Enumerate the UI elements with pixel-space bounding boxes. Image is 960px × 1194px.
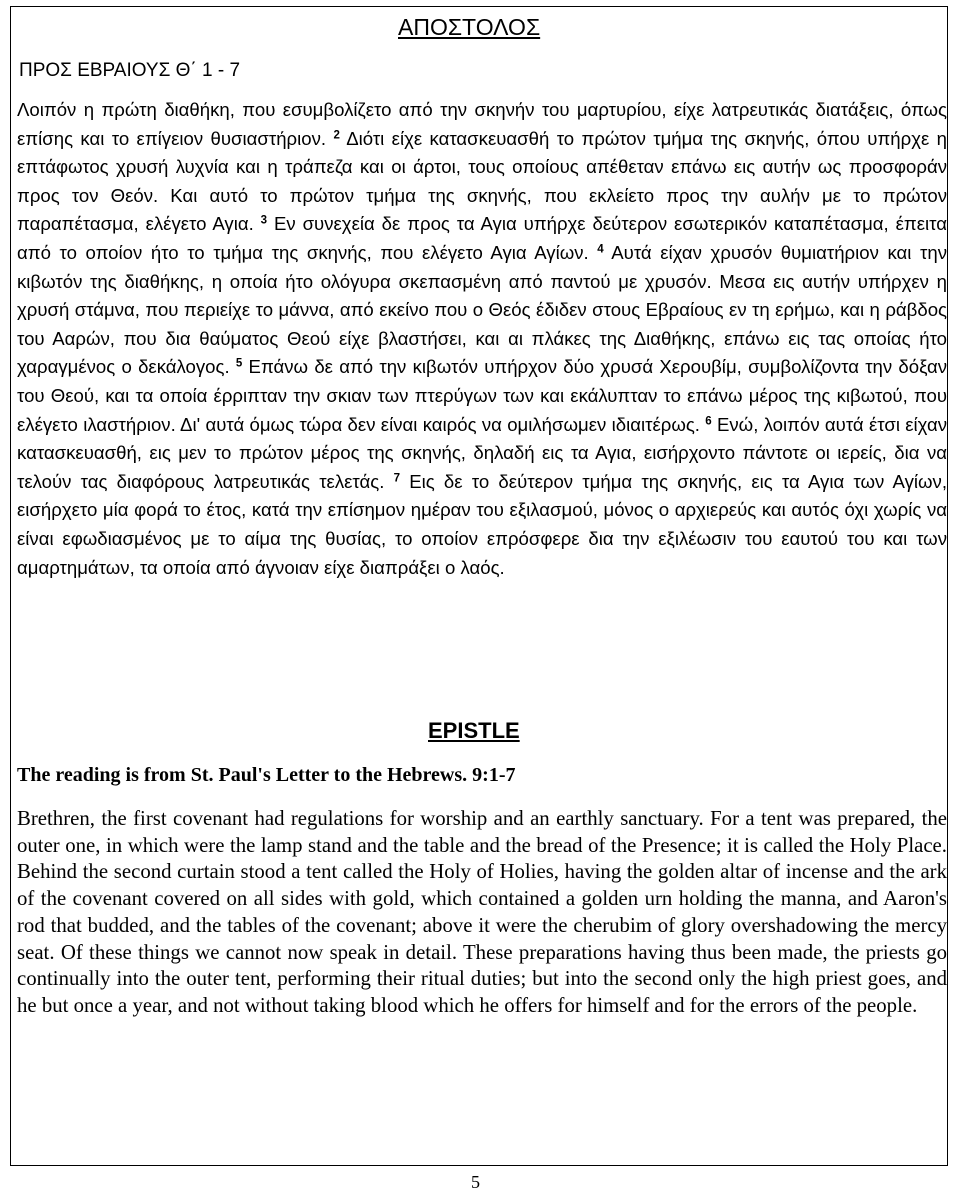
verse-number-3: 3 — [260, 215, 268, 228]
greek-reading-text — [17, 96, 947, 582]
verse-number-4: 4 — [597, 243, 604, 256]
verse-number-2: 2 — [333, 129, 340, 142]
english-reading-text: Brethren, the first covenant had regulations for worship and an earthly sanctuary. For a tent was prepared, the outer one, in which were the lamp stand and the table and the bread of the Presence; it is called the Holy Place. Behind the second curtain stood a tent called the Holy of Holies, having the golden altar of incense and the ark of the covenant covered on all sides with gold, which contained a golden urn holding the manna, and Aaron's rod that budded, and the tables of the covenant; above it were the cherubim of glory overshadowing the mercy seat. Of these things we cannot now speak in detail. These preparations having thus been made, the priests go continually into the outer tent, performing their ritual duties; but into the second only the high priest goes, and he but once a year, and not without taking blood which he offers for himself and for the errors of the people. — [17, 807, 947, 1017]
greek-verse-2: Διότι είχε κατασκευασθή το πρώτον τμήμα της σκηνής, όπου υπήρχε η επτάφωτος χρυσή λυχνία και η τράπεζα και οι άρτοι, τους οποίους απέθεταν επάνω εις αυτήν ως προσφοράν προς τον Θεόν. Και αυτό το πρώτον τμήμα της σκηνής, που εκλείετο προς την αυλήν με το πρώτον παραπέτασμα, ελέγετο Αγια. — [17, 127, 947, 235]
verse-number-5: 5 — [235, 358, 243, 371]
greek-verse-1: Λοιπόν η πρώτη διαθήκη, που εσυμβολίζετο από την σκηνήν του μαρτυρίου, είχε λατρευτικάς διατάξεις, όπως επίσης και το επίγειον θυσιαστήριον. — [17, 99, 947, 149]
greek-verse-6: Ενώ, λοιπόν αυτά έτσι είχαν κατασκευασθή, εις μεν το πρώτον μέρος της σκηνής, δηλαδή εις τα Αγια, εισήρχοντο πάντοτε οι ιερείς, δια να τελούν τας διαφόρους λατρευτικάς τελετάς. — [17, 413, 947, 492]
english-section-title: EPISTLE — [428, 718, 520, 743]
page-number: 5 — [471, 1172, 480, 1192]
greek-verse-4: Αυτά είχαν χρυσόν θυμιατήριον και την κιβωτόν της διαθήκης, η οποία ήτο ολόγυρα σκεπασμένη από παντού με χρυσόν. Μεσα εις αυτήν υπήρχεν η χρυσή στάμνα, που περιείχε το μάννα, από εκείνο που ο Θεός έδιδεν στους Εβραίους εν τη ερήμω, και η ράβδος του Ααρών, που δια θαύματος Θεού είχε βλαστήσει, και αι πλάκες της Διαθήκης, επάνω εις τας οποίας ήτο χαραγμένος ο δεκάλογος. — [17, 241, 947, 378]
greek-section-title: ΑΠΟΣΤΟΛΟΣ — [398, 14, 541, 40]
verse-number-7: 7 — [393, 472, 400, 485]
greek-scripture-reference: ΠΡΟΣ ΕΒΡΑΙΟΥΣ Θ΄ 1 - 7 — [19, 60, 241, 81]
verse-number-6: 6 — [705, 415, 712, 428]
greek-verse-7: Εις δε το δεύτερον τμήμα της σκηνής, εις τα Αγια των Αγίων, εισήρχετο μία φορά το έτος, κατά την επίσημον ημέραν του εξιλασμού, μόνος ο αρχιερεύς και αυτός όχι χωρίς να είναι εφωδιασμένος με το αίμα της θυσίας, το οποίον επρόσφερε δια την εξιλέωσιν του εαυτού του και των αμαρτημάτων, τα οποία από άγνοιαν είχε διαπράξει ο λαός. — [17, 470, 947, 578]
greek-verse-5: Επάνω δε από την κιβωτόν υπήρχον δύο χρυσά Χερουβίμ, συμβολίζοντα την δόξαν του Θεού, και τα οποία έρριπταν την σκιαν των πτερύγων των και εκάλυπταν το επάνω μέρος της κιβωτού, που ελέγετο ιλαστήριον. Δι' αυτά όμως τώρα δεν είναι καιρός να ομιλήσωμεν ιδιαιτέρως. — [17, 356, 947, 435]
english-scripture-reference: The reading is from St. Paul's Letter to the Hebrews. 9:1-7 — [17, 764, 516, 786]
greek-verse-3: Εν συνεχεία δε προς τα Αγια υπήρχε δεύτερον εσωτερικόν καταπέτασμα, έπειτα από το οποίον ήτο το τμήμα της σκηνής, που ελέγετο Αγια Αγίων. — [17, 213, 947, 263]
